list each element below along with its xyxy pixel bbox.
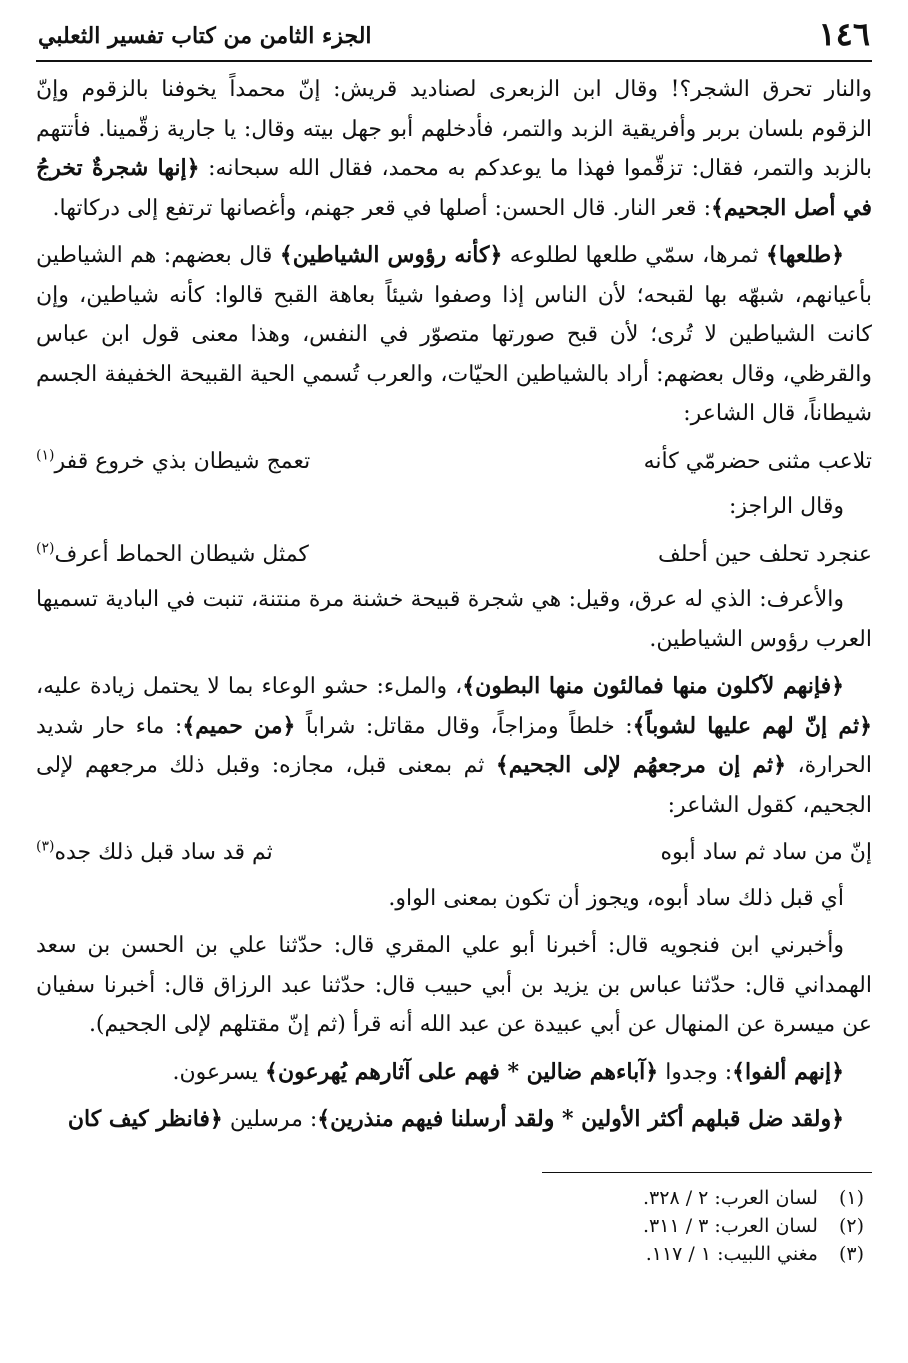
paragraph [36, 1053, 872, 1093]
paragraph [36, 926, 872, 1045]
quran-quote: ﴿فانظر كيف كان [67, 1106, 223, 1132]
paragraph-group [36, 580, 872, 825]
verse-second-hemistich-text: تعمج شيطان بذي خروع قفر [54, 448, 311, 474]
footnote-text: لسان العرب: ٣ / ٣١١. [643, 1215, 818, 1237]
verse-second-hemistich [36, 442, 310, 482]
paragraph-group [36, 879, 872, 1140]
running-title: الجزء الثامن من كتاب تفسير الثعلبي [38, 23, 372, 49]
paragraph [36, 879, 872, 919]
verse-first-hemistich: تلاعب مثنى حضرمّي كأنه [643, 448, 872, 474]
paragraph-group [36, 70, 872, 434]
verse-second-hemistich [36, 535, 309, 575]
footnote [36, 1240, 864, 1268]
poetry-verse [36, 442, 872, 482]
footnote-text: مغني اللبيب: ١ / ١١٧. [645, 1243, 818, 1265]
commentary-text: : وجدوا [658, 1059, 733, 1085]
commentary-text: ثم بمعنى قبل، مجازه: وقبل ذلك مرجعهم لإلى الجحيم، كقول الشاعر: [36, 753, 872, 818]
quran-quote: ﴿آباءهم ضالين * فهم على آثارهم يُهرعون﴾ [265, 1058, 659, 1085]
commentary-text: : خلطاً ومزاجاً، وقال مقاتل: شراباً [295, 713, 633, 739]
commentary-text: : ماء حار شديد الحرارة، [36, 713, 872, 778]
verse-second-hemistich-text: كمثل شيطان الحماط أعرف [54, 541, 309, 567]
paragraph [36, 236, 872, 434]
verse-first-hemistich: إنّ من ساد ثم ساد أبوه [660, 840, 872, 865]
commentary-text: قال بعضهم: هم الشياطين بأعيانهم، شبهّه بها لقبحه؛ لأن الناس إذا وصفوا شيئاً بعاهة القبح قالوا: كأنه شياطين، وإن كانت الشياطين لا تُرى؛ لأن قبح صورتها متصوّر في النفس، وهذا معنى قول ابن عباس والقرظي، وقال بعضهم: أراد بالشياطين الحيّات، والعرب تُسمي الحية القبيحة الخفيفة الجسم شيطاناً، قال الشاعر: [36, 243, 872, 426]
verse-second-hemistich-text: ثم قد ساد قبل ذلك جده [54, 840, 273, 865]
footnote-divider [542, 1172, 872, 1173]
footnote-reference[interactable]: (١) [36, 447, 55, 464]
paragraph [36, 70, 872, 228]
commentary-text: ثمرها، سمّي طلعها لطلوعه [502, 243, 766, 268]
quran-quote: ﴿طلعها﴾ [765, 242, 844, 268]
verse-first-hemistich: عنجرد تحلف حين أحلف [657, 541, 872, 567]
quran-quote: ﴿ثم إنّ لهم عليها لشوباً﴾ [632, 712, 872, 739]
page-number: ١٤٦ [818, 15, 870, 53]
quran-quote: ﴿ثم إن مرجعهُم لإلى الجحيم﴾ [495, 752, 787, 778]
footnote [36, 1184, 864, 1212]
commentary-text: يسرعون. [172, 1059, 266, 1085]
footnote-reference[interactable]: (٣) [36, 838, 55, 855]
footnote-reference[interactable]: (٢) [36, 540, 55, 557]
quran-quote: ﴿ولقد ضل قبلهم أكثر الأولين * ولقد أرسلنا فيهم منذرين﴾ [317, 1106, 844, 1132]
footnote-number: (٣) [838, 1243, 864, 1265]
commentary-text: : قعر النار. قال الحسن: أصلها في قعر جهنم، وأغصانها ترتفع إلى دركاتها. [52, 195, 711, 221]
commentary-text: : مرسلين [222, 1107, 318, 1132]
quran-quote: ﴿فإنهم لآكلون منها فمالئون منها البطون﴾ [462, 673, 844, 699]
footnote-number: (١) [838, 1187, 864, 1209]
footnote-text: لسان العرب: ٢ / ٣٢٨. [643, 1187, 818, 1209]
paragraph [36, 1100, 872, 1140]
commentary-text: أي قبل ذلك ساد أبوه، ويجوز أن تكون بمعنى الواو. [388, 885, 844, 911]
footnote-number: (٢) [838, 1215, 864, 1237]
verse-second-hemistich [36, 833, 273, 873]
quran-quote: ﴿من حميم﴾ [182, 712, 296, 739]
rajaz-intro: وقال الراجز: [728, 494, 844, 519]
quran-quote: ﴿إنهم ألفوا﴾ [732, 1058, 844, 1085]
commentary-text: وأخبرني ابن فنجويه قال: أخبرنا أبو علي المقري قال: حدّثنا علي بن الحسن بن سعد الهمداني قال: حدّثنا عباس بن يزيد بن أبي حبيب قال: حدّثنا عبد الرزاق قال: أخبرنا سفيان عن ميسرة عن المنهال عن أبي عبيدة عن عبد الله أنه قرأ (ثم إنّ مقتلهم لإلى الجحيم). [36, 933, 872, 1037]
commentary-text: والنار تحرق الشجر؟! وقال ابن الزبعرى لصناديد قريش: إنّ محمداً يخوفنا بالزقوم وإنّ الزقوم بلسان بربر وأفريقية الزبد والتمر، فأدخلهم أبو جهل بيته وقال: يا جارية زقّمينا. فأتتهم بالزبد والتمر، فقال: تزقّموا فهذا ما يوعدكم به محمد، فقال الله سبحانه: [36, 77, 872, 181]
commentary-text: والأعرف: الذي له عرق، وقيل: هي شجرة قبيحة خشنة مرة منتنة، تنبت في البادية تسميها العرب رؤوس الشياطين. [36, 587, 872, 652]
paragraph [36, 580, 872, 659]
page-header [36, 14, 872, 62]
quran-quote: ﴿إنها شجرةٌ تخرجُ في أصل الجحيم﴾ [36, 155, 872, 221]
quran-quote: ﴿كأنه رؤوس الشياطين﴾ [279, 242, 503, 268]
poetry-verse [36, 535, 872, 575]
poetry-verse [36, 833, 872, 873]
footnotes [36, 1184, 864, 1268]
body-text [36, 70, 872, 1148]
paragraph [36, 667, 872, 825]
footnote [36, 1212, 864, 1240]
commentary-text: ، والملء: حشو الوعاء بما لا يحتمل زيادة عليه، [36, 674, 463, 699]
